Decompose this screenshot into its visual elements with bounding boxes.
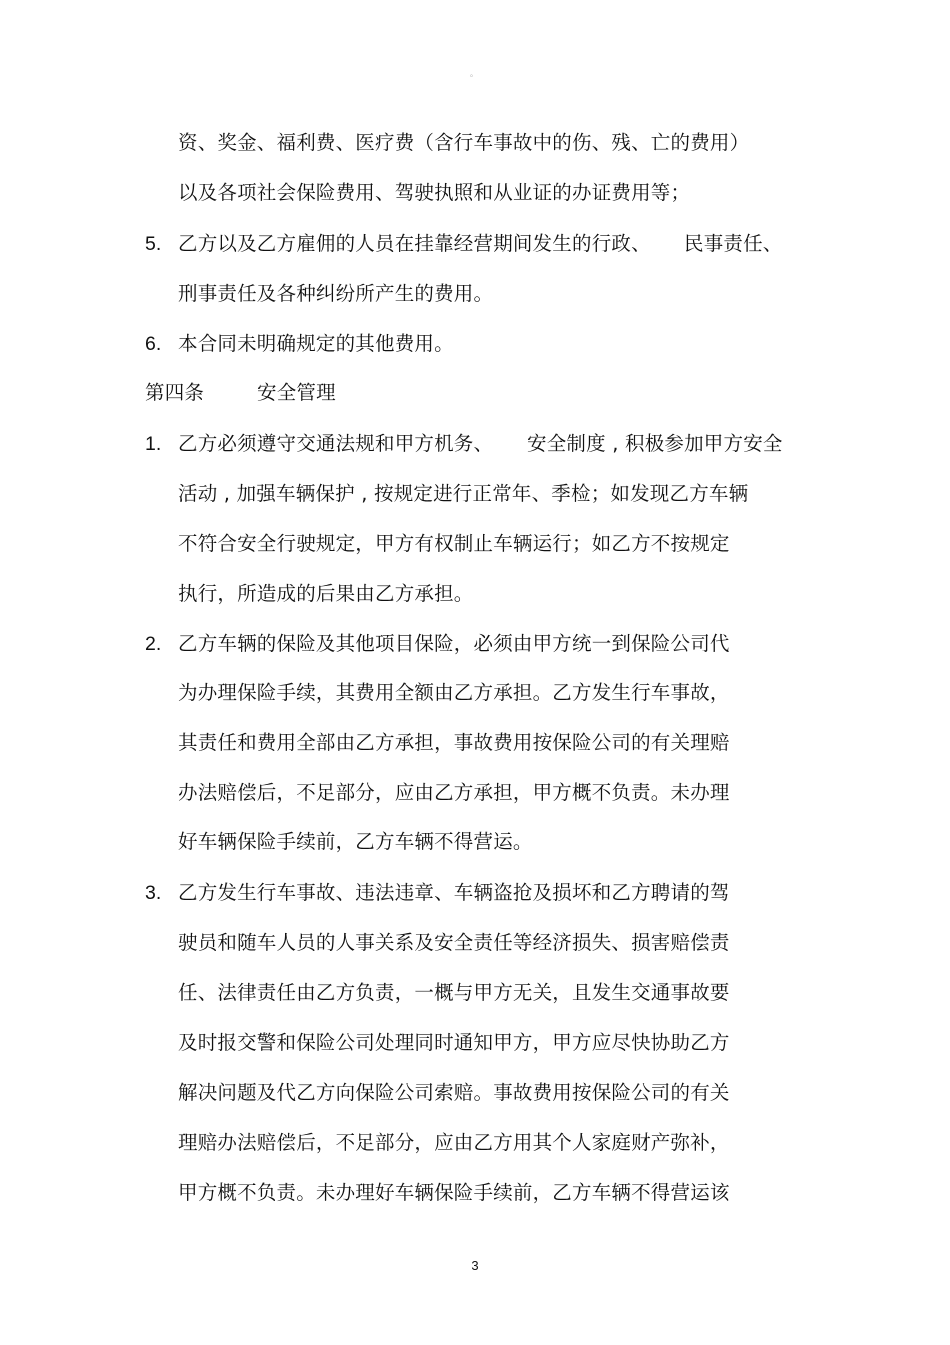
page-number: 3: [471, 1258, 479, 1273]
text-line: 不符合安全行驶规定，甲方有权制止车辆运行；如乙方不按规定: [178, 532, 730, 555]
text-line: 及时报交警和保险公司处理同时通知甲方，甲方应尽快协助乙方: [178, 1031, 730, 1054]
text-line: 乙方车辆的保险及其他项目保险，必须由甲方统一到保险公司代: [178, 632, 730, 655]
text-line: 解决问题及代乙方向保险公司索赔。事故费用按保险公司的有关: [178, 1081, 730, 1104]
text-line: 办法赔偿后，不足部分，应由乙方承担，甲方概不负责。未办理: [178, 781, 730, 804]
text-line: 其责任和费用全部由乙方承担，事故费用按保险公司的有关理赔: [178, 731, 730, 754]
text-line: 好车辆保险手续前，乙方车辆不得营运。: [178, 830, 533, 853]
text-line: 驶员和随车人员的人事关系及安全责任等经济损失、损害赔偿责: [178, 931, 730, 954]
text-line: 以及各项社会保险费用、驾驶执照和从业证的办证费用等；: [178, 181, 691, 204]
list-number: 2.: [145, 633, 162, 655]
article-label: 第四条: [145, 381, 205, 404]
text-line: 执行，所造成的后果由乙方承担。: [178, 582, 474, 605]
text-line: 为办理保险手续，其费用全额由乙方承担。乙方发生行车事故，: [178, 681, 730, 704]
text-line: 乙方以及乙方雇佣的人员在挂靠经营期间发生的行政、: [178, 232, 651, 255]
list-number: 6.: [145, 333, 162, 355]
text-line: 乙方必须遵守交通法规和甲方机务、: [178, 432, 494, 455]
list-number: 5.: [145, 233, 162, 255]
text-line: 民事责任、: [684, 232, 783, 255]
text-line: 任、法律责任由乙方负责，一概与甲方无关，且发生交通事故要: [178, 981, 730, 1004]
text-line: 乙方发生行车事故、违法违章、车辆盗抢及损坏和乙方聘请的驾: [178, 881, 730, 904]
text-line: 刑事责任及各种纠纷所产生的费用。: [178, 282, 494, 305]
text-line: 资、奖金、福利费、医疗费（含行车事故中的伤、残、亡的费用）: [178, 131, 750, 154]
list-number: 3.: [145, 882, 162, 904]
text-line: 甲方概不负责。未办理好车辆保险手续前，乙方车辆不得营运该: [178, 1181, 730, 1204]
text-line: 理赔办法赔偿后，不足部分，应由乙方用其个人家庭财产弥补，: [178, 1131, 730, 1154]
list-number: 1.: [145, 433, 162, 455]
text-line: 安全制度 , 积极参加甲方安全: [527, 432, 783, 455]
header-mark: 。: [470, 69, 478, 78]
text-line: 活动 , 加强车辆保护 , 按规定进行正常年、季检；如发现乙方车辆: [178, 482, 749, 505]
article-title: 安全管理: [257, 381, 336, 404]
text-line: 本合同未明确规定的其他费用。: [178, 332, 454, 355]
